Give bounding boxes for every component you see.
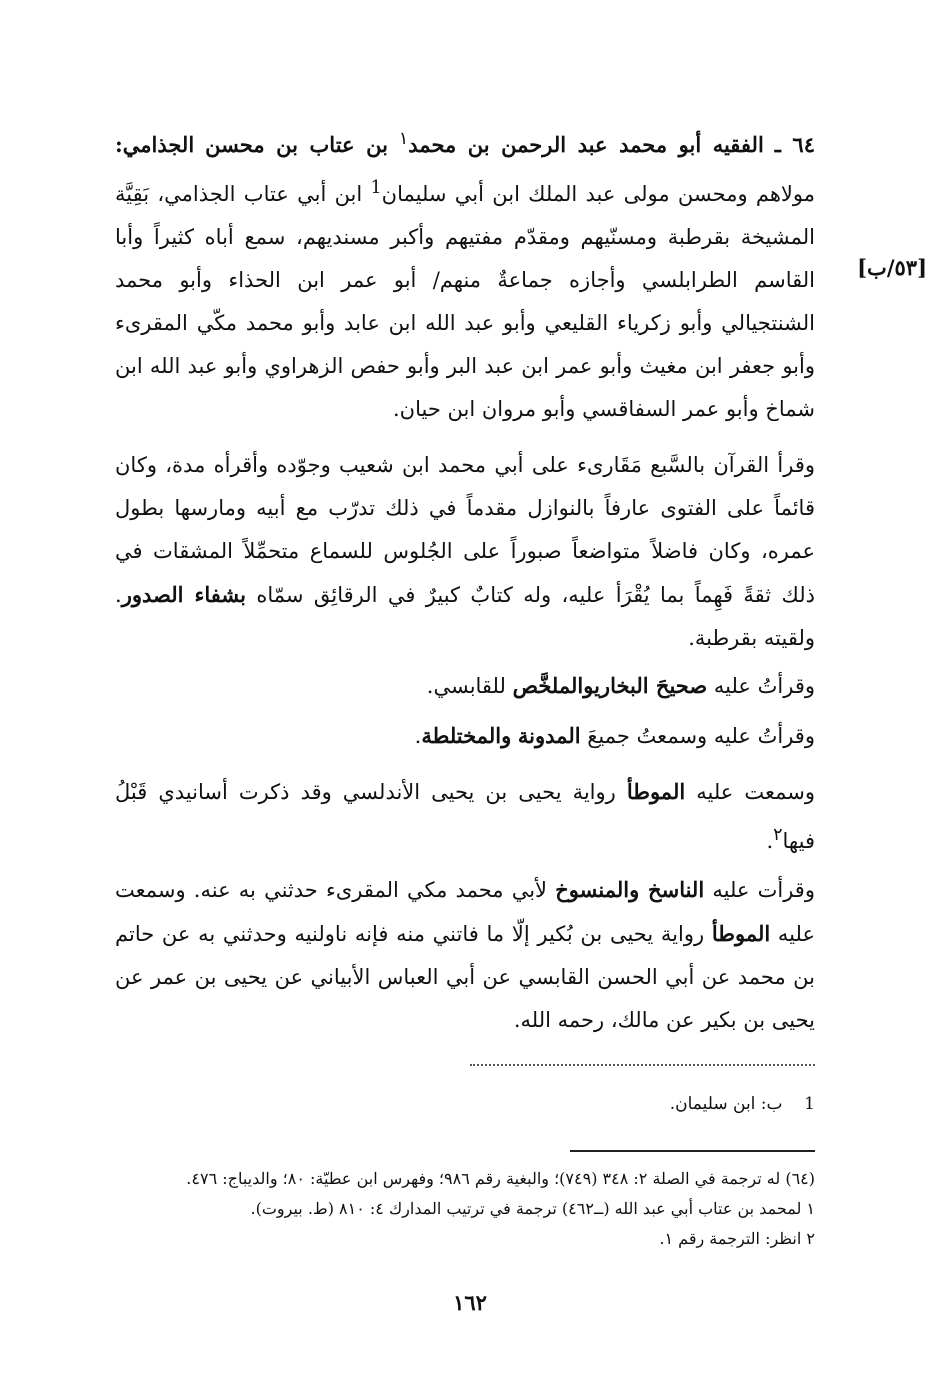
entry-title: الفقيه أبو محمد عبد الرحمن بن محمد xyxy=(408,132,764,157)
variant-note-number: 1 xyxy=(804,1094,815,1114)
folio-margin-note: [٥٣/ب] xyxy=(857,255,927,280)
read2-conj: و xyxy=(501,723,512,748)
quran-text: وقرأ القرآن بالسَّبع مَقَارىء على أبي محمد ابن شعيب وجوّده وأقرأه مدة، وكان قائماً على الفتوى عارفاً بالنوازل مقدماً في ذلك تدرّب مع أبيه ومارسها بطول عمره، وكان فاضلاً متواضعاً صبوراً على الجُلوس للسماع متحمِّلاً المشقات في ذلك ثقةً فَهِماً بما يُقْرَأ عليه، وله كتابٌ كبيرٌ في الرقائِق سمّاه xyxy=(115,453,815,607)
entry-title-rest: بن عتاب بن محسن xyxy=(205,132,388,157)
footnote-1: ١ لمحمد بن عتاب أبي عبد الله (ــ٤٦٢) ترجمة في ترتيب المدارك ٤: ٨١٠ (ط. بيروت). xyxy=(250,1199,815,1218)
biography-entry xyxy=(115,118,855,421)
muwatta-text-end: رواية يحيى بن يحيى الأندلسي وقد ذكرت أسانيدي قَبْلُ فيها xyxy=(115,780,815,853)
entry-text-line1: مولاهم ومحسن مولى عبد الملك ابن أبي سليمان xyxy=(381,182,815,206)
muwatta-text: وسمعت عليه xyxy=(696,780,815,804)
variant-divider xyxy=(470,1064,815,1066)
variant-ref-1: 1 xyxy=(370,178,382,198)
muwatta-end: . xyxy=(766,829,774,853)
footnotes xyxy=(115,1164,815,1254)
variant-note xyxy=(470,1090,815,1118)
book-title-shifa: بشفاء الصدور xyxy=(121,582,246,607)
book-title-muwatta-2: الموطأ xyxy=(711,921,771,946)
read2-text: وقرأتُ عليه وسمعتُ جميعَ xyxy=(587,724,815,748)
nasikh-text-end: رواية يحيى بن بُكير إلّا ما فاتني منه فإنه ناولنيه وحدثني به عن حاتم بن محمد عن أبي الحسن القابسي عن أبي العباس الأبياني عن يحيى بن عمر عن يحيى بن بكير عن مالك، رحمه الله. xyxy=(115,922,815,1032)
paragraph-quran xyxy=(115,444,855,660)
read2-end: . xyxy=(414,724,422,748)
read1-text: وقرأتُ عليه xyxy=(713,674,815,698)
read1-text-end: للقابسي. xyxy=(426,674,506,698)
book-title-mulakhkhas: الملخَّص xyxy=(512,673,584,698)
page-number: ١٦٢ xyxy=(453,1290,487,1315)
footnote-source: (٦٤) له ترجمة في الصلة ٢: ٣٤٨ (٧٤٩)؛ والبغية رقم ٩٨٦؛ وفهرس ابن عطيّة: ٨٠؛ والديباج: ٤٧٦. xyxy=(186,1169,815,1188)
nasikh-text: وقرأت عليه xyxy=(712,878,815,902)
book-title-nasikh: الناسخ والمنسوخ xyxy=(555,877,705,902)
read1-conj: و xyxy=(583,673,595,698)
entry-nisba: الجذامي: xyxy=(115,132,195,157)
quran-text-end: . ولقيته بقرطبة. xyxy=(115,583,815,650)
footnote-2: ٢ انظر: الترجمة رقم ١. xyxy=(659,1229,815,1248)
book-title-mudawwana: المدونة xyxy=(517,723,581,748)
paragraph-muwatta xyxy=(115,770,875,863)
footnote-ref-1: ١ xyxy=(398,129,409,149)
footnote-ref-2: ٢ xyxy=(773,825,783,845)
book-title-mukhtalata: المختلطة xyxy=(421,723,502,748)
variant-note-text: ب: ابن سليمان. xyxy=(669,1094,783,1114)
entry-text-body: ابن أبي عتاب الجذامي، بَقِيَّة المشيخة بقرطبة ومسنّيهم ومقدّم مفتيهم وأكبر مسنديهم، سمع أباه كثيراً وأبا القاسم الطرابلسي وأجازه جماعةٌ منهم/ أبو عمر ابن الحذاء وأبو محمد الشنتجيالي وأبو زكرياء القليعي وأبو عبد الله ابن عابد وأبو محمد مكّي المقرىء وأبو جعفر ابن مغيث وأبو عمر ابن عبد البر وأبو حفص الزهراوي وأبو عبد الله ابن شماخ وأبو عمر السفاقسي وأبو مروان ابن حيان. xyxy=(115,182,815,421)
paragraph-read-mudawwana xyxy=(115,714,875,758)
book-title-muwatta: الموطأ xyxy=(626,779,686,804)
paragraph-read-bukhari xyxy=(115,664,875,708)
paragraph-nasikh xyxy=(115,868,855,1042)
footnote-divider xyxy=(570,1150,815,1152)
entry-number: ٦٤ ـ xyxy=(774,132,815,157)
book-title-bukhari: صحيحَ البخاري xyxy=(594,673,708,698)
nasikh-text-mid: لأبي محمد مكي المقرىء حدثني به عنه. وسمعت عليه xyxy=(115,878,815,946)
